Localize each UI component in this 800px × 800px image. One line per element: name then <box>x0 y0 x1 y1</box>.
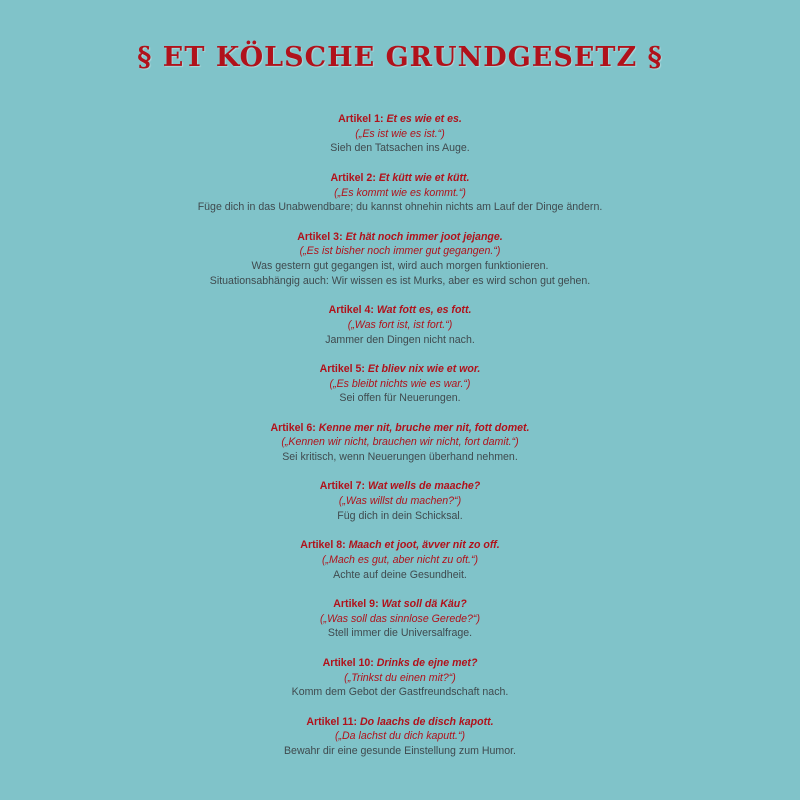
article-explanation: Bewahr dir eine gesunde Einstellung zum Humor. <box>283 745 516 758</box>
article-label: Artikel 3: <box>297 230 343 243</box>
article-explanation: Füg dich in dein Schicksal. <box>337 509 463 522</box>
article-5 <box>0 362 800 406</box>
article-8 <box>0 538 800 582</box>
article-10 <box>0 656 800 700</box>
article-label: Artikel 7: <box>319 480 366 493</box>
article-heading <box>0 230 800 245</box>
article-koelsch-saying: Et es wie et es. <box>386 113 462 125</box>
article-label: Artikel 5: <box>319 362 365 375</box>
article-4 <box>0 303 800 347</box>
article-explanation: Sieh den Tatsachen ins Auge. <box>330 142 470 155</box>
article-explanation: Situationsabhängig auch: Wir wissen es ist Murks, aber es wird schon gut gehen. <box>209 274 591 287</box>
article-explanation: Komm dem Gebot der Gastfreundschaft nach. <box>291 686 509 699</box>
article-koelsch-saying: Kenne mer nit, bruche mer nit, fott domet. <box>318 421 530 434</box>
article-koelsch-saying: Wat wells de maache? <box>368 480 481 493</box>
article-label: Artikel 1: <box>338 113 384 125</box>
article-translation: („Kennen wir nicht, brauchen wir nicht, fort damit.“) <box>281 436 519 449</box>
article-translation: („Was willst du machen?“) <box>338 495 462 508</box>
article-label: Artikel 6: <box>270 421 316 434</box>
article-2 <box>0 171 800 215</box>
article-explanation: Was gestern gut gegangen ist, wird auch morgen funktionieren. <box>251 260 549 272</box>
article-translation: („Es kommt wie es kommt.“) <box>334 186 466 199</box>
article-translation: („Was soll das sinnlose Gerede?“) <box>320 612 480 625</box>
article-6 <box>0 421 800 465</box>
article-label: Artikel 9: <box>333 598 379 611</box>
article-label: Artikel 4: <box>328 304 374 317</box>
article-list <box>0 112 800 773</box>
article-label: Artikel 11: <box>306 715 358 728</box>
article-7 <box>0 479 800 523</box>
article-translation: („Mach es gut, aber nicht zu oft.“) <box>321 553 479 566</box>
article-explanation: Jammer den Dingen nicht nach. <box>325 333 475 346</box>
article-3 <box>0 230 800 289</box>
article-koelsch-saying: Et bliev nix wie et wor. <box>367 362 481 375</box>
article-explanation: Füge dich in das Unabwendbare; du kannst ohnehin nichts am Lauf der Dinge ändern. <box>197 201 603 214</box>
article-koelsch-saying: Drinks de ejne met? <box>376 656 478 669</box>
article-koelsch-saying: Maach et joot, ävver nit zo off. <box>348 539 500 552</box>
article-koelsch-saying: Et hät noch immer joot jejange. <box>345 230 503 243</box>
article-heading <box>0 597 800 612</box>
article-koelsch-saying: Wat soll dä Käu? <box>381 598 467 611</box>
article-1 <box>0 112 800 156</box>
article-explanation: Achte auf deine Gesundheit. <box>333 568 467 581</box>
article-11 <box>0 715 800 759</box>
article-heading <box>0 538 800 553</box>
article-koelsch-saying: Wat fott es, es fott. <box>376 304 472 317</box>
article-heading <box>0 171 800 186</box>
article-heading <box>0 656 800 671</box>
article-heading <box>0 303 800 318</box>
article-9 <box>0 597 800 641</box>
article-explanation: Sei offen für Neuerungen. <box>339 392 461 405</box>
article-translation: („Es ist bisher noch immer gut gegangen.“) <box>299 245 501 258</box>
article-heading <box>0 715 800 730</box>
article-translation: („Trinkst du einen mit?“) <box>344 671 456 684</box>
article-translation: („Es bleibt nichts wie es war.“) <box>329 377 471 390</box>
article-translation: („Was fort ist, ist fort.“) <box>347 318 453 331</box>
article-translation: („Da lachst du dich kaputt.“) <box>334 730 466 743</box>
article-translation: („Es ist wie es ist.“) <box>355 127 445 140</box>
article-label: Artikel 8: <box>300 539 346 552</box>
article-koelsch-saying: Do laachs de disch kapott. <box>359 715 494 728</box>
article-label: Artikel 10: <box>322 656 374 669</box>
article-heading <box>0 362 800 377</box>
article-explanation: Sei kritisch, wenn Neuerungen überhand nehmen. <box>282 451 518 464</box>
article-koelsch-saying: Et kütt wie et kütt. <box>378 171 470 184</box>
article-heading <box>0 479 800 494</box>
article-heading <box>0 112 800 127</box>
article-heading <box>0 421 800 436</box>
article-label: Artikel 2: <box>330 171 376 184</box>
page-title: § ET KÖLSCHE GRUNDGESETZ § <box>137 42 663 73</box>
article-explanation: Stell immer die Universalfrage. <box>327 627 473 640</box>
